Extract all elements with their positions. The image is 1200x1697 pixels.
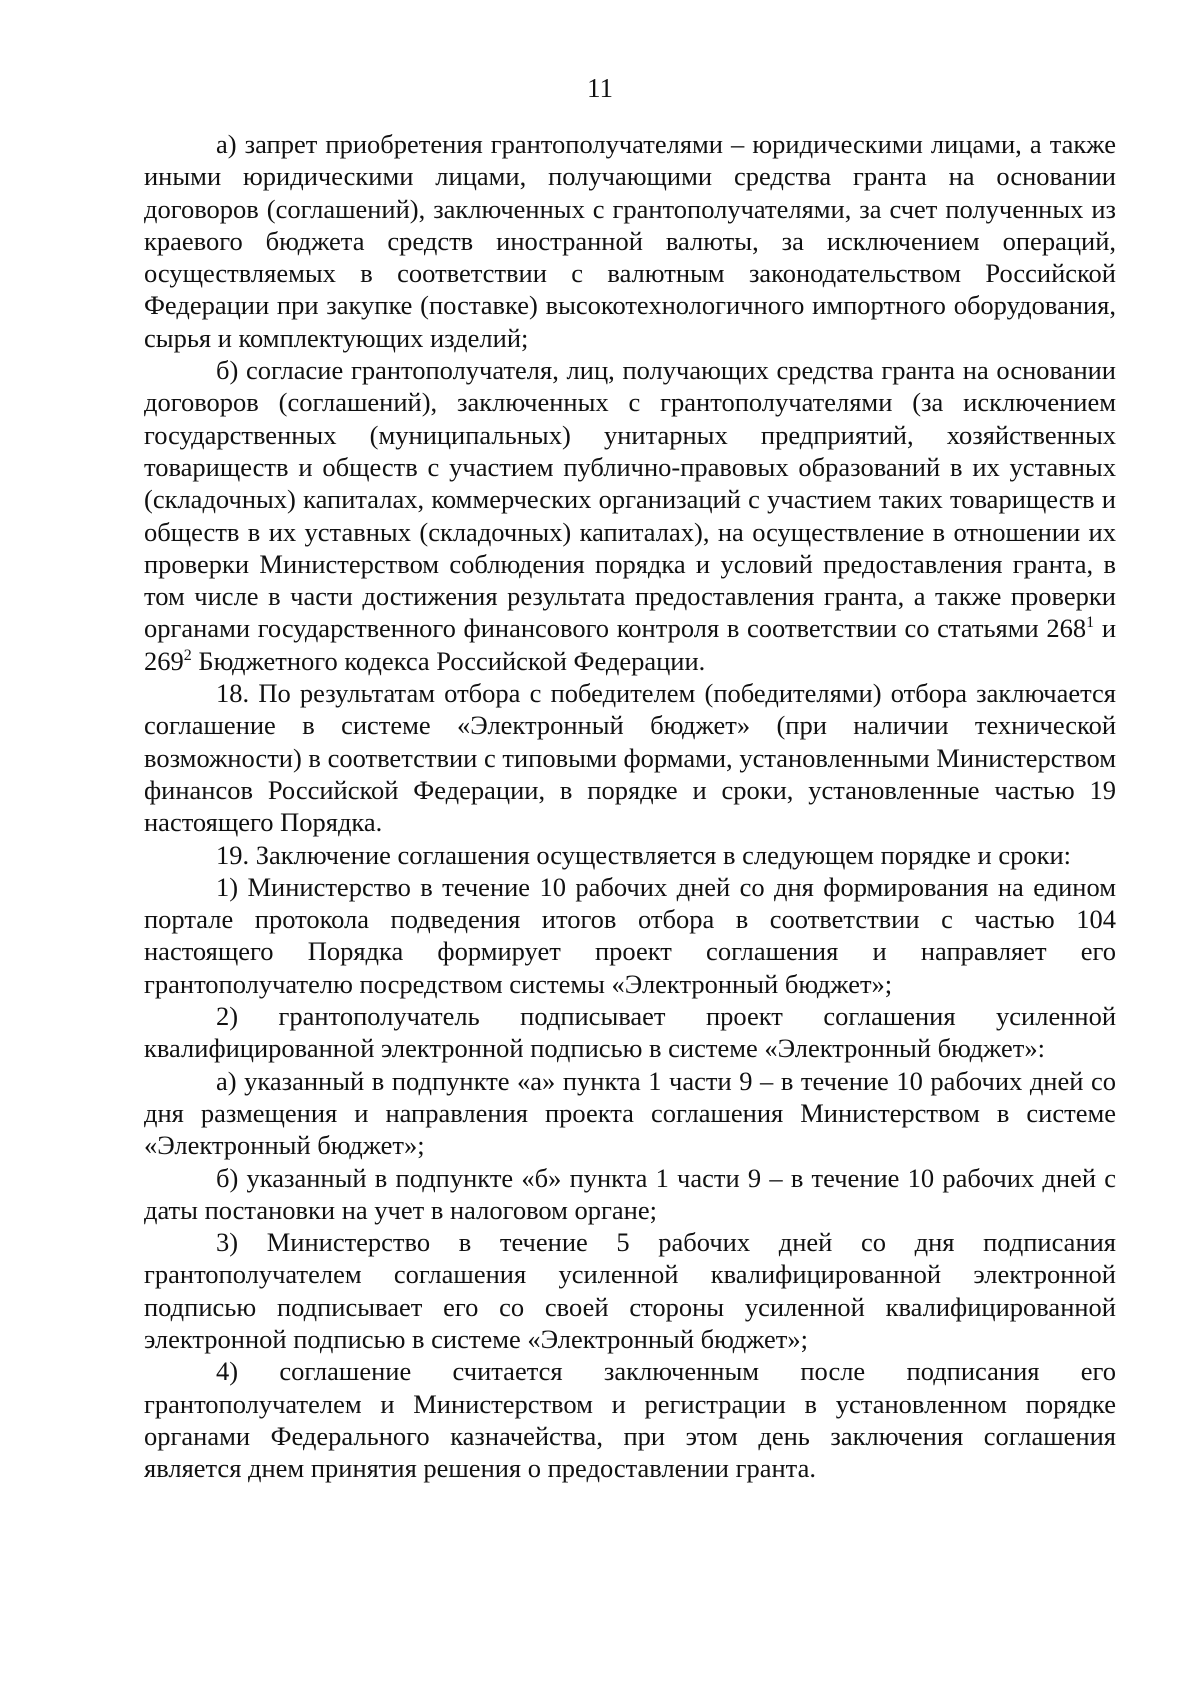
clause-19-item-2-a: а) указанный в подпункте «а» пункта 1 части 9 – в течение 10 рабочих дней со дня размещения и направления проекта соглашения Министерством в системе «Электронный бюджет»; [144,1065,1116,1161]
superscript-2: 2 [183,646,192,664]
clause-19-item-1: 1) Министерство в течение 10 рабочих дней со дня формирования на едином портале протокола подведения итогов отбора в соответствии с частью 104 настоящего Порядка формирует проект соглашения и направляет его грантополучателю посредством системы «Электронный бюджет»; [144,871,1116,999]
paragraph-a-currency-ban: а) запрет приобретения грантополучателями – юридическими лицами, а также иными юридическими лицами, получающими средства гранта на основании договоров (соглашений), заключенных с грантополучателями, за счет полученных из краевого бюджета средств иностранной валюты, за исключением операций, осуществляемых в соответствии с валютным законодательством Российской Федерации при закупке (поставке) высокотехнологичного импортного оборудования, сырья и комплектующих изделий; [144,129,1116,353]
paragraph-b-inspection-consent [144,354,1116,677]
paragraph-b-text-end: Бюджетного кодекса Российской Федерации. [191,645,706,676]
paragraph-b-text: б) согласие грантополучателя, лиц, получающих средства гранта на основании договоров (соглашений), заключенных с грантополучателями (за исключением государственных (муниципальных) унитарных предприятий, хозяйственных товариществ и обществ с участием публично-правовых образований в их уставных (складочных) капиталах, коммерческих организаций с участием таких товариществ и обществ в их уставных (складочных) капиталах), на осуществление в отношении их проверки Министерством соблюдения порядка и условий предоставления гранта, в том числе в части достижения результата предоставления гранта, а также проверки органами государственного финансового контроля в соответствии со статьями 268 [144,355,1116,644]
clause-19-item-3: 3) Министерство в течение 5 рабочих дней со дня подписания грантополучателем соглашения усиленной квалифицированной электронной подписью подписывает его со своей стороны усиленной квалифицированной электронной подписью в системе «Электронный бюджет»; [144,1227,1116,1354]
document-body [144,128,1116,1484]
clause-18: 18. По результатам отбора с победителем (победителями) отбора заключается соглашение в системе «Электронный бюджет» (при наличии технической возможности) в соответствии с типовыми формами, установленными Министерством финансов Российской Федерации, в порядке и сроки, установленные частью 19 настоящего Порядка. [144,678,1116,838]
paragraph-b-text-middle: и 269 [144,613,1117,676]
clause-19-item-2: 2) грантополучатель подписывает проект соглашения усиленной квалифицированной электронной подписью в системе «Электронный бюджет»: [144,1001,1116,1064]
superscript-1: 1 [1086,614,1095,632]
page-number: 11 [587,73,613,103]
clause-19-item-2-b: б) указанный в подпункте «б» пункта 1 части 9 – в течение 10 рабочих дней с даты постановки на учет в налоговом органе; [144,1162,1116,1225]
clause-19: 19. Заключение соглашения осуществляется в следующем порядке и сроки: [216,839,1072,870]
clause-19-item-4: 4) соглашение считается заключенным после подписания его грантополучателем и Министерством и регистрации в установленном порядке органами Федерального казначейства, при этом день заключения соглашения является днем принятия решения о предоставлении гранта. [144,1356,1116,1484]
